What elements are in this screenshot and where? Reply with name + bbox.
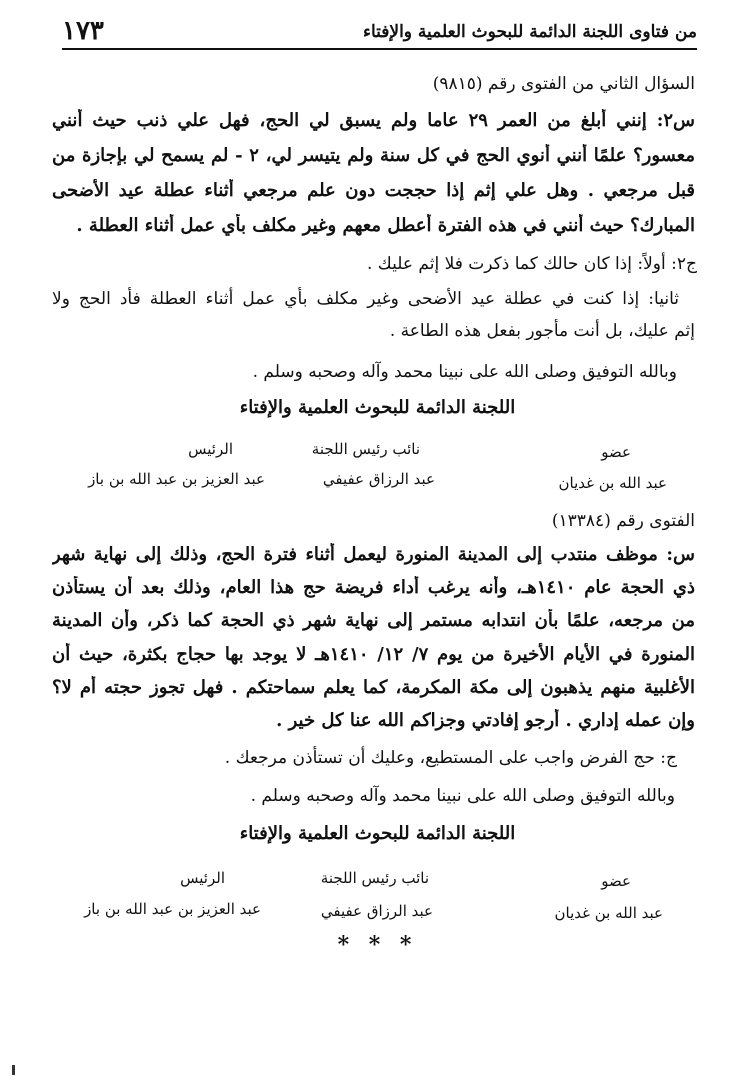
- question-line: من مرجعه، علمًا بأن انتدابه مستمر إلى نهاية شهر ذي الحجة كما ذكر، وأن المدينة: [52, 610, 695, 631]
- question-line: الأغلبية منهم يذهبون إلى مكة المكرمة، كما يعلم سماحتكم . فهل تجوز حجته أم لا؟: [52, 677, 695, 698]
- question-line: س٢: إنني أبلغ من العمر ٢٩ عاما ولم يسبق لي الحج، فهل علي ذنب حيث أنني: [52, 110, 695, 131]
- signature-role: عضو: [601, 872, 631, 890]
- signature-name: عبد العزيز بن عبد الله بن باز: [84, 900, 261, 918]
- scan-mark: [12, 1065, 15, 1075]
- committee-name: اللجنة الدائمة للبحوث العلمية والإفتاء: [239, 823, 516, 844]
- question-line: المبارك؟ حيث أنني في هذه الفترة أعطل معهم وغير مكلف بأي عمل أثناء العطلة .: [76, 215, 695, 236]
- closing-line: وبالله التوفيق وصلى الله على نبينا محمد وآله وصحبه وسلم .: [252, 362, 677, 382]
- answer-line: ثانيا: إذا كنت في عطلة عيد الأضحى وغير مكلف بأي عمل أثناء العطلة فأد الحج ولا: [52, 289, 679, 309]
- question-line: معسور؟ علمًا أنني أنوي الحج في كل سنة ولم يتيسر لي، ٢ - لم يسمح لي بإجازة من: [52, 145, 695, 166]
- signature-role: عضو: [601, 443, 631, 461]
- running-header: [62, 18, 697, 50]
- signature-name: عبد العزيز بن عبد الله بن باز: [88, 470, 265, 488]
- signature-name: عبد الله بن غديان: [558, 474, 667, 492]
- header-title: من فتاوى اللجنة الدائمة للبحوث العلمية والإفتاء: [362, 22, 697, 42]
- signature-name: عبد الرزاق عفيفي: [322, 470, 435, 488]
- signature-name: عبد الرزاق عفيفي: [320, 902, 433, 920]
- answer-line: ج٢: أولاً: إذا كان حالك كما ذكرت فلا إثم عليك .: [366, 254, 697, 274]
- question-line: المنورة في الأيام الأخيرة من يوم ٧/ ١٢/ ١٤١٠هـ لا يوجد بها حجاج بكثرة، حيث أن: [52, 644, 695, 665]
- section-separator: * * *: [337, 932, 418, 958]
- signature-role: نائب رئيس اللجنة: [311, 440, 420, 458]
- answer-line: إثم عليك، بل أنت مأجور بفعل هذه الطاعة .: [389, 321, 695, 341]
- answer-line: ج: حج الفرض واجب على المستطيع، وعليك أن تستأذن مرجعك .: [224, 748, 677, 768]
- signature-role: نائب رئيس اللجنة: [320, 869, 429, 887]
- fatwa-heading: الفتوى رقم (١٣٣٨٤): [551, 511, 695, 531]
- signature-role: الرئيس: [188, 440, 233, 458]
- signature-role: الرئيس: [180, 869, 225, 887]
- closing-line: وبالله التوفيق وصلى الله على نبينا محمد وآله وصحبه وسلم .: [250, 786, 675, 806]
- signature-name: عبد الله بن غديان: [554, 904, 663, 922]
- fatwa-heading: السؤال الثاني من الفتوى رقم (٩٨١٥): [432, 74, 695, 94]
- question-line: ذي الحجة عام ١٤١٠هـ، وأنه يرغب أداء فريضة حج هذا العام، وذلك بعد أن يستأذن: [52, 577, 695, 598]
- question-line: وإن عمله إداري . أرجو إفادتي وجزاكم الله عنا كل خير .: [276, 710, 695, 731]
- committee-name: اللجنة الدائمة للبحوث العلمية والإفتاء: [239, 397, 516, 418]
- question-line: قبل مرجعي . وهل علي إثم إذا حججت دون علم مرجعي أثناء عطلة عيد الأضحى: [52, 180, 695, 201]
- question-line: س: موظف منتدب إلى المدينة المنورة ليعمل أثناء فترة الحج، وذلك إلى نهاية شهر: [52, 544, 695, 565]
- page-number: ١٧٣: [62, 16, 104, 46]
